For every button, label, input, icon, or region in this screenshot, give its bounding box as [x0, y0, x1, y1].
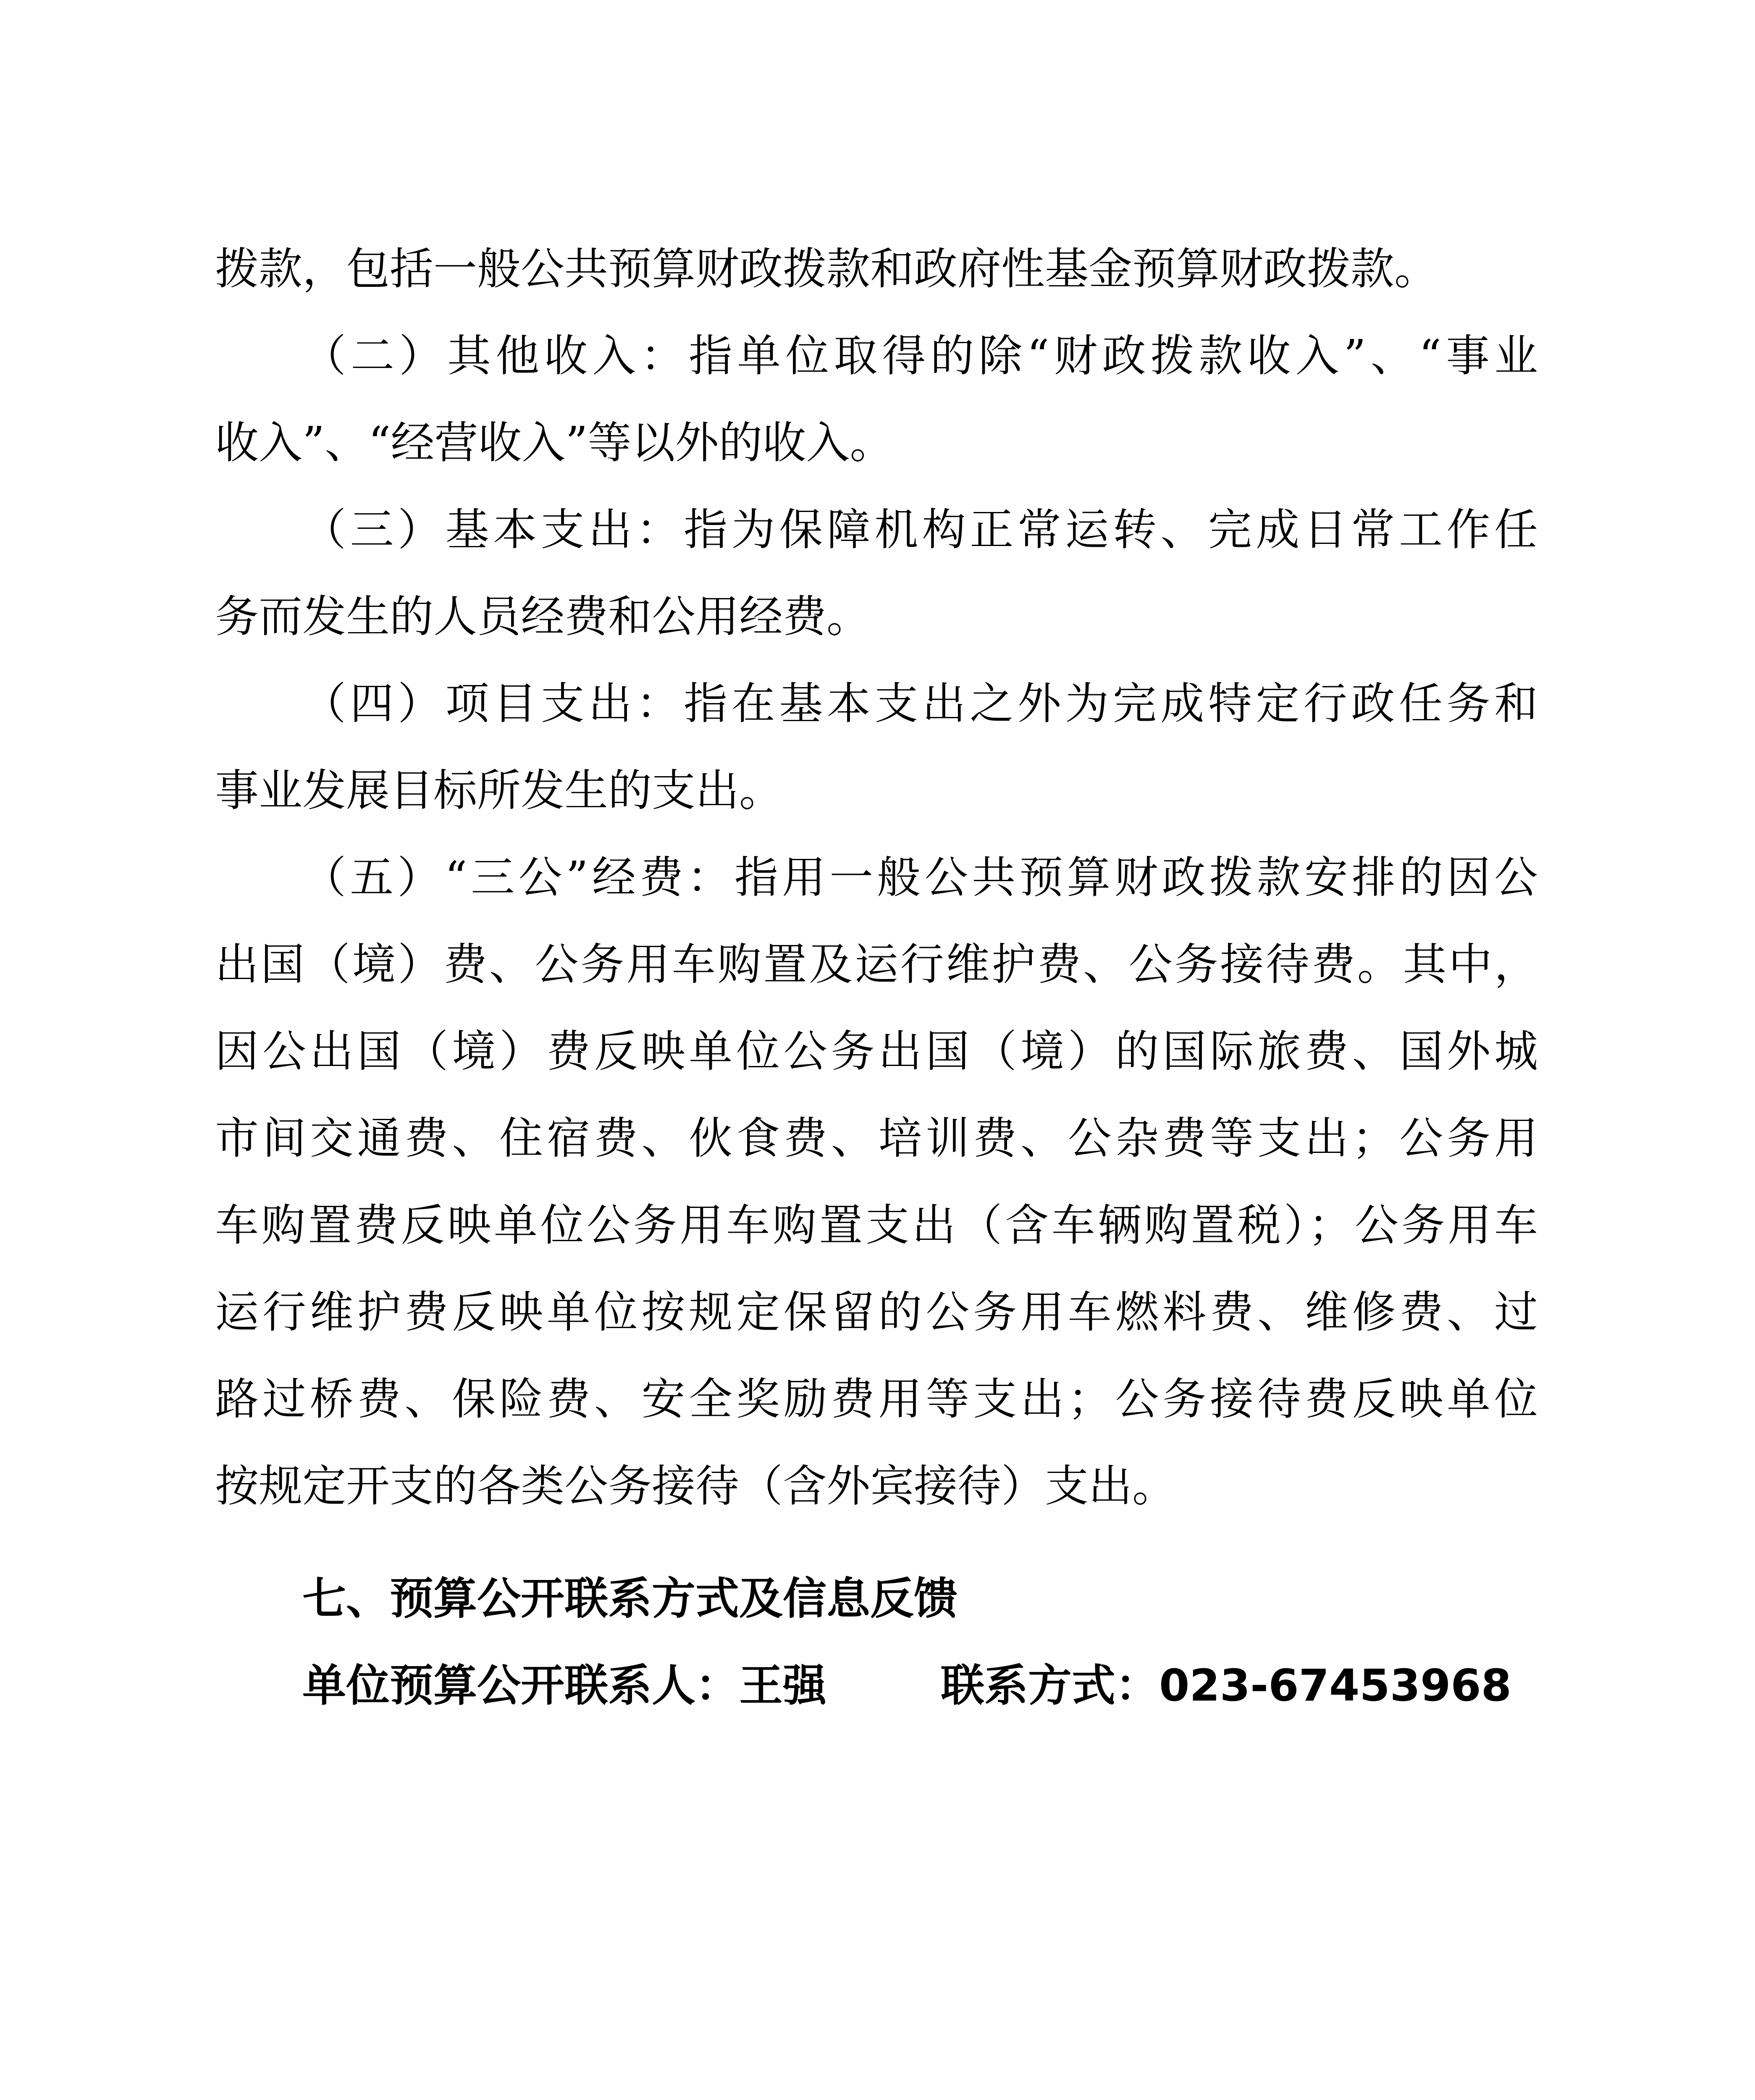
contact-person: 单位预算公开联系人：王强	[302, 1660, 827, 1711]
paragraph-line: 收入”、“经营收入”等以外的收入。	[215, 417, 894, 468]
paragraph-line: 运行维护费反映单位按规定保留的公务用车燃料费、维修费、过	[215, 1286, 1538, 1338]
paragraph-line: 车购置费反映单位公务用车购置支出（含车辆购置税）；公务用车	[215, 1200, 1538, 1251]
paragraph-line: 务而发生的人员经费和公用经费。	[215, 591, 871, 642]
paragraph-line: 因公出国（境）费反映单位公务出国（境）的国际旅费、国外城	[215, 1026, 1538, 1077]
paragraph-line: 按规定开支的各类公务接待（含外宾接待）支出。	[215, 1460, 1176, 1512]
paragraph-line: （三）基本支出：指为保障机构正常运转、完成日常工作任	[302, 504, 1538, 555]
paragraph-line: 市间交通费、住宿费、伙食费、培训费、公杂费等支出；公务用	[215, 1113, 1538, 1164]
paragraph-line: （二）其他收入：指单位取得的除“财政拨款收入”、“事业	[302, 330, 1538, 381]
contact-phone: 联系方式：023-67453968	[941, 1660, 1512, 1711]
paragraph-line: （四）项目支出：指在基本支出之外为完成特定行政任务和	[302, 678, 1538, 729]
paragraph-line: 出国（境）费、公务用车购置及运行维护费、公务接待费。其中，	[215, 939, 1538, 990]
paragraph-line: （五）“三公”经费：指用一般公共预算财政拨款安排的因公	[302, 852, 1538, 903]
paragraph-line: 拨款，包括一般公共预算财政拨款和政府性基金预算财政拨款。	[215, 243, 1438, 294]
section-heading: 七、预算公开联系方式及信息反馈	[302, 1573, 958, 1624]
paragraph-line: 事业发展目标所发生的支出。	[215, 765, 783, 816]
paragraph-line: 路过桥费、保险费、安全奖励费用等支出；公务接待费反映单位	[215, 1373, 1538, 1425]
